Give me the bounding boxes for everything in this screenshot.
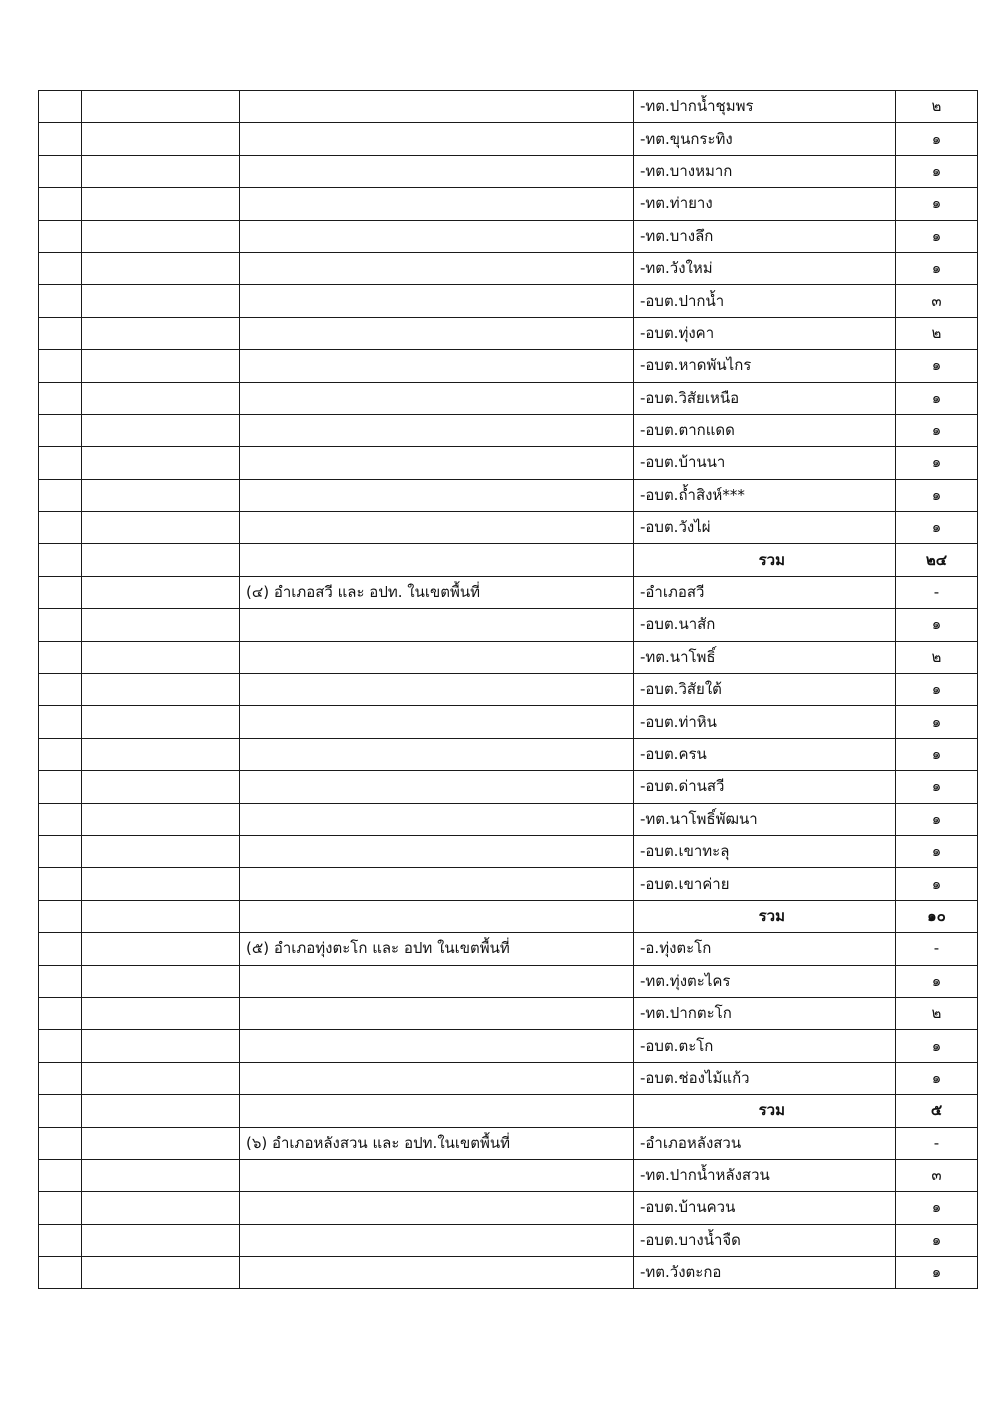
table-body [39, 91, 978, 1289]
unit-cell: -อบต.ตากแดด [634, 414, 896, 446]
unit-cell: -อบต.นาสัก [634, 609, 896, 641]
allocation-table [38, 90, 978, 1289]
index-cell [39, 155, 82, 187]
table-row [39, 123, 978, 155]
table-row [39, 868, 978, 900]
blank-cell [82, 674, 240, 706]
table-row [39, 965, 978, 997]
blank-cell [82, 868, 240, 900]
index-cell [39, 965, 82, 997]
table-row [39, 479, 978, 511]
total-row [39, 1095, 978, 1127]
table-row [39, 285, 978, 317]
district-cell: (๔) อำเภอสวี และ อปท. ในเขตพื้นที่ [240, 576, 634, 608]
district-cell [240, 544, 634, 576]
blank-cell [82, 447, 240, 479]
table-row [39, 576, 978, 608]
unit-cell: -อบต.วิสัยใต้ [634, 674, 896, 706]
unit-cell: -ทต.ปากน้ำหลังสวน [634, 1159, 896, 1191]
index-cell [39, 771, 82, 803]
district-cell: (๖) อำเภอหลังสวน และ อปท.ในเขตพื้นที่ [240, 1127, 634, 1159]
count-cell: ๑ [896, 965, 978, 997]
count-cell: ๑ [896, 835, 978, 867]
count-cell: ๑ [896, 155, 978, 187]
blank-cell [82, 188, 240, 220]
total-label-cell: รวม [634, 544, 896, 576]
unit-cell: -ทต.วังใหม่ [634, 252, 896, 284]
total-count-cell: ๒๔ [896, 544, 978, 576]
count-cell: ๑ [896, 188, 978, 220]
count-cell: ๑ [896, 738, 978, 770]
district-cell [240, 382, 634, 414]
blank-cell [82, 220, 240, 252]
unit-cell: -อบต.ช่องไม้แก้ว [634, 1062, 896, 1094]
index-cell [39, 1257, 82, 1289]
unit-cell: -อบต.ด่านสวี [634, 771, 896, 803]
district-cell [240, 1257, 634, 1289]
index-cell [39, 447, 82, 479]
district-cell [240, 835, 634, 867]
unit-cell: -อบต.ครน [634, 738, 896, 770]
table-row [39, 933, 978, 965]
unit-cell: -อบต.เขาทะลุ [634, 835, 896, 867]
unit-cell: -อบต.วังไผ่ [634, 512, 896, 544]
blank-cell [82, 900, 240, 932]
count-cell: ๒ [896, 997, 978, 1029]
index-cell [39, 544, 82, 576]
index-cell [39, 220, 82, 252]
table-row [39, 609, 978, 641]
district-cell [240, 609, 634, 641]
blank-cell [82, 252, 240, 284]
district-cell [240, 350, 634, 382]
index-cell [39, 933, 82, 965]
blank-cell [82, 91, 240, 123]
index-cell [39, 317, 82, 349]
count-cell: ๑ [896, 1224, 978, 1256]
total-count-cell: ๕ [896, 1095, 978, 1127]
district-cell [240, 91, 634, 123]
blank-cell [82, 1095, 240, 1127]
district-cell: (๕) อำเภอทุ่งตะโก และ อปท ในเขตพื้นที่ [240, 933, 634, 965]
index-cell [39, 479, 82, 511]
district-cell [240, 868, 634, 900]
blank-cell [82, 382, 240, 414]
unit-cell: -อำเภอหลังสวน [634, 1127, 896, 1159]
table-row [39, 1062, 978, 1094]
index-cell [39, 997, 82, 1029]
count-cell: - [896, 576, 978, 608]
blank-cell [82, 1257, 240, 1289]
count-cell: ๑ [896, 220, 978, 252]
count-cell: ๑ [896, 868, 978, 900]
unit-cell: -อบต.ทุ่งคา [634, 317, 896, 349]
index-cell [39, 900, 82, 932]
unit-cell: -อบต.หาดพันไกร [634, 350, 896, 382]
district-cell [240, 447, 634, 479]
table-row [39, 738, 978, 770]
district-cell [240, 414, 634, 446]
district-cell [240, 706, 634, 738]
blank-cell [82, 641, 240, 673]
unit-cell: -อบต.ตะโก [634, 1030, 896, 1062]
index-cell [39, 1062, 82, 1094]
count-cell: ๑ [896, 479, 978, 511]
table-row [39, 1030, 978, 1062]
unit-cell: -อำเภอสวี [634, 576, 896, 608]
blank-cell [82, 1159, 240, 1191]
count-cell: ๑ [896, 1192, 978, 1224]
count-cell: - [896, 933, 978, 965]
index-cell [39, 350, 82, 382]
unit-cell: -อบต.ถ้ำสิงห์*** [634, 479, 896, 511]
index-cell [39, 1095, 82, 1127]
district-cell [240, 1224, 634, 1256]
table-row [39, 155, 978, 187]
district-cell [240, 317, 634, 349]
count-cell: ๑ [896, 414, 978, 446]
index-cell [39, 868, 82, 900]
district-cell [240, 803, 634, 835]
blank-cell [82, 317, 240, 349]
district-cell [240, 674, 634, 706]
unit-cell: -ทต.นาโพธิ์ [634, 641, 896, 673]
index-cell [39, 674, 82, 706]
total-label-cell: รวม [634, 1095, 896, 1127]
district-cell [240, 220, 634, 252]
index-cell [39, 1030, 82, 1062]
unit-cell: -ทต.ปากน้ำชุมพร [634, 91, 896, 123]
unit-cell: -อบต.วิสัยเหนือ [634, 382, 896, 414]
district-cell [240, 479, 634, 511]
district-cell [240, 123, 634, 155]
table-row [39, 706, 978, 738]
table-row [39, 997, 978, 1029]
unit-cell: -ทต.นาโพธิ์พัฒนา [634, 803, 896, 835]
district-cell [240, 512, 634, 544]
district-cell [240, 997, 634, 1029]
unit-cell: -อบต.บ้านควน [634, 1192, 896, 1224]
district-cell [240, 900, 634, 932]
index-cell [39, 382, 82, 414]
count-cell: ๑ [896, 674, 978, 706]
count-cell: ๑ [896, 382, 978, 414]
table-row [39, 317, 978, 349]
blank-cell [82, 576, 240, 608]
index-cell [39, 123, 82, 155]
count-cell: - [896, 1127, 978, 1159]
count-cell: ๑ [896, 1030, 978, 1062]
total-row [39, 900, 978, 932]
count-cell: ๑ [896, 1062, 978, 1094]
district-cell [240, 188, 634, 220]
count-cell: ๒ [896, 91, 978, 123]
table-row [39, 220, 978, 252]
unit-cell: -อบต.ท่าหิน [634, 706, 896, 738]
count-cell: ๑ [896, 512, 978, 544]
index-cell [39, 91, 82, 123]
index-cell [39, 803, 82, 835]
unit-cell: -อบต.บ้านนา [634, 447, 896, 479]
index-cell [39, 414, 82, 446]
count-cell: ๑ [896, 771, 978, 803]
table-row [39, 382, 978, 414]
index-cell [39, 609, 82, 641]
blank-cell [82, 1127, 240, 1159]
blank-cell [82, 155, 240, 187]
district-cell [240, 965, 634, 997]
blank-cell [82, 803, 240, 835]
document-page [38, 90, 977, 1289]
count-cell: ๑ [896, 123, 978, 155]
district-cell [240, 285, 634, 317]
count-cell: ๑ [896, 1257, 978, 1289]
table-row [39, 674, 978, 706]
table-row [39, 1127, 978, 1159]
blank-cell [82, 706, 240, 738]
blank-cell [82, 285, 240, 317]
table-row [39, 835, 978, 867]
unit-cell: -อบต.เขาค่าย [634, 868, 896, 900]
table-row [39, 414, 978, 446]
blank-cell [82, 1192, 240, 1224]
unit-cell: -อบต.ปากน้ำ [634, 285, 896, 317]
unit-cell: -ทต.บางหมาก [634, 155, 896, 187]
district-cell [240, 1192, 634, 1224]
blank-cell [82, 414, 240, 446]
table-row [39, 771, 978, 803]
blank-cell [82, 933, 240, 965]
count-cell: ๑ [896, 609, 978, 641]
index-cell [39, 1127, 82, 1159]
count-cell: ๒ [896, 317, 978, 349]
table-row [39, 512, 978, 544]
blank-cell [82, 609, 240, 641]
district-cell [240, 1095, 634, 1127]
district-cell [240, 1030, 634, 1062]
table-row [39, 803, 978, 835]
index-cell [39, 285, 82, 317]
index-cell [39, 1192, 82, 1224]
district-cell [240, 1062, 634, 1094]
unit-cell: -ทต.ทุ่งตะไคร [634, 965, 896, 997]
unit-cell: -ทต.ขุนกระทิง [634, 123, 896, 155]
table-row [39, 91, 978, 123]
count-cell: ๑ [896, 447, 978, 479]
district-cell [240, 252, 634, 284]
unit-cell: -อ.ทุ่งตะโก [634, 933, 896, 965]
blank-cell [82, 738, 240, 770]
table-row [39, 1257, 978, 1289]
count-cell: ๑ [896, 803, 978, 835]
index-cell [39, 512, 82, 544]
district-cell [240, 1159, 634, 1191]
blank-cell [82, 350, 240, 382]
table-row [39, 447, 978, 479]
index-cell [39, 738, 82, 770]
index-cell [39, 835, 82, 867]
unit-cell: -ทต.วังตะกอ [634, 1257, 896, 1289]
table-row [39, 350, 978, 382]
blank-cell [82, 544, 240, 576]
index-cell [39, 641, 82, 673]
count-cell: ๓ [896, 1159, 978, 1191]
table-row [39, 1224, 978, 1256]
unit-cell: -อบต.บางน้ำจืด [634, 1224, 896, 1256]
count-cell: ๒ [896, 641, 978, 673]
count-cell: ๑ [896, 350, 978, 382]
count-cell: ๑ [896, 252, 978, 284]
blank-cell [82, 1062, 240, 1094]
district-cell [240, 771, 634, 803]
count-cell: ๑ [896, 706, 978, 738]
table-row [39, 188, 978, 220]
index-cell [39, 1159, 82, 1191]
count-cell: ๓ [896, 285, 978, 317]
blank-cell [82, 997, 240, 1029]
district-cell [240, 155, 634, 187]
table-row [39, 1192, 978, 1224]
district-cell [240, 738, 634, 770]
index-cell [39, 706, 82, 738]
unit-cell: -ทต.บางลึก [634, 220, 896, 252]
blank-cell [82, 835, 240, 867]
total-row [39, 544, 978, 576]
blank-cell [82, 1030, 240, 1062]
index-cell [39, 252, 82, 284]
blank-cell [82, 771, 240, 803]
blank-cell [82, 1224, 240, 1256]
unit-cell: -ทต.ท่ายาง [634, 188, 896, 220]
index-cell [39, 1224, 82, 1256]
blank-cell [82, 965, 240, 997]
unit-cell: -ทต.ปากตะโก [634, 997, 896, 1029]
blank-cell [82, 512, 240, 544]
table-row [39, 1159, 978, 1191]
district-cell [240, 641, 634, 673]
total-label-cell: รวม [634, 900, 896, 932]
total-count-cell: ๑๐ [896, 900, 978, 932]
table-row [39, 252, 978, 284]
index-cell [39, 188, 82, 220]
table-row [39, 641, 978, 673]
blank-cell [82, 479, 240, 511]
index-cell [39, 576, 82, 608]
blank-cell [82, 123, 240, 155]
